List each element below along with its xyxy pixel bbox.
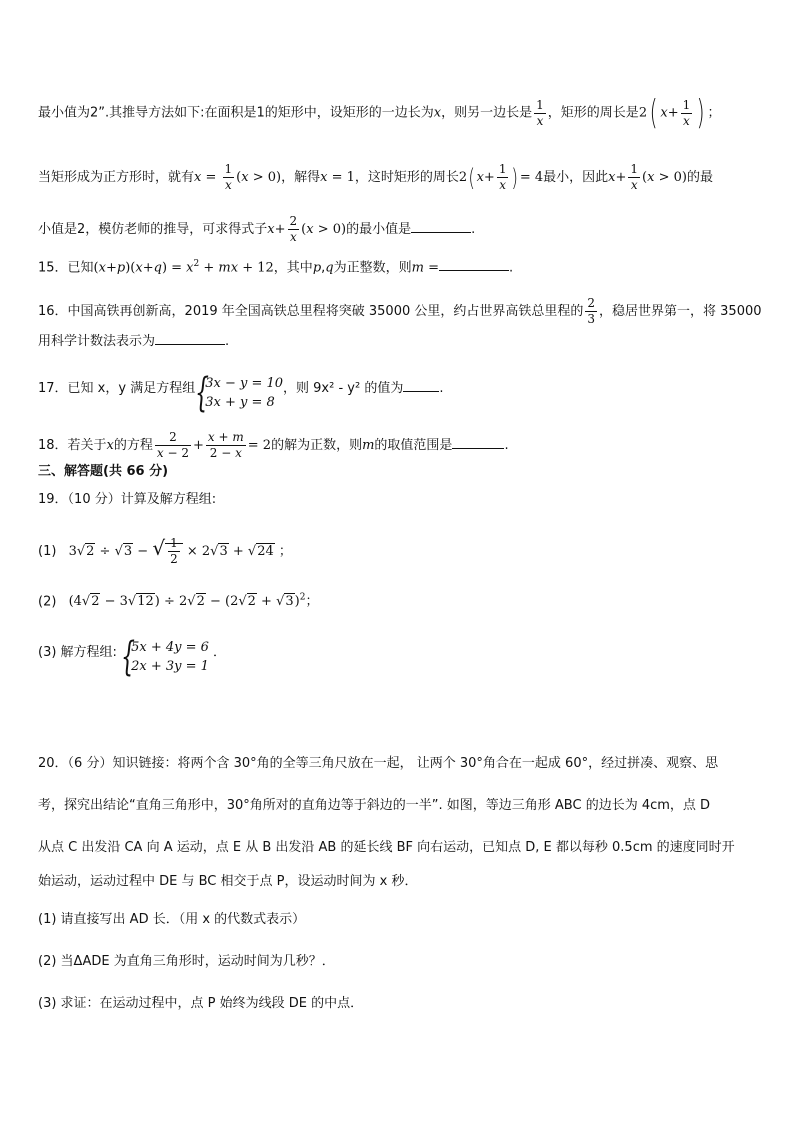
problem-20-sub-1: (1) 请直接写出 AD 长．（用 x 的代数式表示） (38, 912, 306, 927)
answer-blank[interactable] (155, 332, 225, 345)
answer-blank[interactable] (452, 436, 504, 449)
p14-text: 最小值为2”.其推导方法如下:在面积是1的矩形中，设矩形的一边长为 (38, 105, 434, 121)
problem-16-line-2 (38, 332, 764, 352)
problem-18: 18．若关于x的方程 $\frac{2}{x - 2}$ + $\frac{x + m}{2 - x}$ = 2的解为正数，则m的取值范围是 . (38, 430, 509, 460)
problem-17 (38, 370, 764, 416)
answer-blank[interactable] (439, 258, 509, 271)
p17-text: 17．已知 x，y 满足方程组 (38, 381, 196, 396)
answer-blank[interactable] (403, 379, 439, 392)
part-label: (3) 解方程组: (38, 645, 117, 660)
p14-text: ，这时矩形的周长 (354, 170, 459, 185)
p15-text: 15．已知 (38, 260, 94, 276)
problem-20-line-3: 从点 C 出发沿 CA 向 A 运动，点 E 从 B 出发沿 AB 的延长线 BF 向右运动，已知点 D, E 都以每秒 0.5cm 的速度同时开 (38, 840, 735, 855)
fraction-2-over-x-2: $\frac{2}{x - 2}$ (156, 430, 190, 460)
equation-system: { 3x − y = 10 3x + y = 8 (195, 370, 284, 416)
p14-text: 的最小值是 (346, 222, 412, 237)
fraction-1-over-x: $\frac{1}{x}$ (536, 97, 544, 128)
p14-text: ，矩形的周长是 (547, 105, 639, 121)
p16-text: 16．中国高铁再创新高，2019 年全国高铁总里程将突破 35000 公里，约占世界高铁总里程的 (38, 304, 584, 319)
equation-1: 3x − y = 10 (205, 376, 284, 391)
p18-text: 的方程 (113, 438, 153, 453)
equation-system: { 5x + 4y = 6 2x + 3y = 1 (121, 634, 209, 680)
problem-16-line-1 (38, 296, 764, 327)
problem-20-sub-3: (3) 求证：在运动过程中，点 P 始终为线段 DE 的中点． (38, 996, 364, 1011)
p18-text: . (504, 438, 509, 453)
p16-text: . (225, 334, 230, 349)
equation-2: 3x + y = 8 (205, 395, 275, 410)
problem-15: 15．已知$(x+p)(x+q) = x^2$ + mx + 12，其中p,q为正整数，则m = . (38, 259, 514, 276)
p15-var-m: m = (411, 260, 439, 276)
p14-var-x: x (433, 105, 442, 121)
p14-text: ，则另一边长是 (441, 105, 533, 121)
p14-text: 当矩形成为正方形时，就有 (38, 170, 195, 185)
problem-19-part-3: (3) 解方程组: { 5x + 4y = 6 2x + 3y = 1 ． (38, 634, 227, 680)
p14-text: . (471, 222, 476, 237)
problem-20-sub-2: (2) 当ΔADE 为直角三角形时，运动时间为几秒？． (38, 954, 335, 969)
problem-20-line-2: 考，探究出结论“直角三角形中，30°角所对的直角边等于斜边的一半”. 如图，等边三角形 ABC 的边长为 4cm，点 D (38, 798, 711, 813)
p14-text: 小值是2，模仿老师的推导，可求得式子 (38, 222, 268, 237)
p14-text: 的最 (686, 170, 713, 185)
fraction-2-over-3: $\frac{2}{3}$ (587, 296, 596, 326)
fraction-1-over-x: $\frac{1}{x}$ (682, 97, 691, 128)
p15-text: ，其中 (273, 260, 313, 276)
problem-19-title: 19．（10 分）计算及解方程组: (38, 492, 217, 507)
p14-text: ，解得 (281, 170, 321, 185)
problem-19-part-1: (1) 3√2 ÷ √3 − √ $\frac{1}{2}$ × 2√3 + √24 ； (38, 536, 292, 566)
part-label: (1) (38, 544, 57, 559)
problem-20-line-4: 始运动，运动过程中 DE 与 BC 相交于点 P，设运动时间为 x 秒． (38, 874, 418, 889)
p14-text: 最小，因此 (543, 170, 609, 185)
p14-line-2: 当矩形成为正方形时，就有x = $\frac{1}{x}$ (x > 0)，解得x = 1，这时矩形的周长2(x+ $\frac{1}{x}$ )= 4最小，因此x+ $\frac{1}{x}$ (x > 0)的最 (38, 162, 713, 192)
p15-text: 为正整数，则 (333, 260, 412, 276)
fraction-xm-over-2-x: $\frac{x + m}{2 - x}$ (207, 430, 244, 460)
equation-1: 5x + 4y = 6 (131, 640, 209, 655)
p17-text: . (439, 381, 444, 396)
p18-text: 的取值范围是 (374, 438, 453, 453)
p14-line-1: 最小值为2”.其推导方法如下:在面积是1的矩形中，设矩形的一边长为x，则另一边长是 $\frac{1}{x}$ ，矩形的周长是2( x+ $\frac{1}{x}$ ) ； (38, 93, 721, 133)
p16-text: 用科学计数法表示为 (38, 334, 156, 349)
equation-2: 2x + 3y = 1 (131, 659, 209, 674)
answer-blank[interactable] (411, 220, 471, 233)
problem-20-line-1: 20．（6 分）知识链接：将两个含 30°角的全等三角尺放在一起， 让两个 30°角合在一起成 60°，经过拼凑、观察、思 (38, 756, 719, 771)
p17-text: ，则 9x² - y² 的值为 (283, 381, 404, 396)
p16-text: ，稳居世界第一，将 35000 (599, 304, 762, 319)
fraction-1-over-x: $\frac{1}{x}$ (224, 162, 233, 192)
p14-line-3: 小值是2，模仿老师的推导，可求得式子x+ $\frac{2}{x}$ (x > 0)的最小值是 . (38, 214, 476, 244)
p15-text: . (508, 260, 514, 276)
p18-text: 的解为正数，则 (271, 438, 363, 453)
section-heading: 三、解答题(共 66 分) (38, 464, 169, 479)
p18-text: 18．若关于 (38, 438, 107, 453)
problem-19-part-2: (2) $(4√2 - 3√12) \div 2√2 - (2√2 + √3)^2$； (38, 593, 319, 610)
fraction-2-over-x: $\frac{2}{x}$ (289, 214, 298, 244)
part-label: (2) (38, 594, 57, 610)
